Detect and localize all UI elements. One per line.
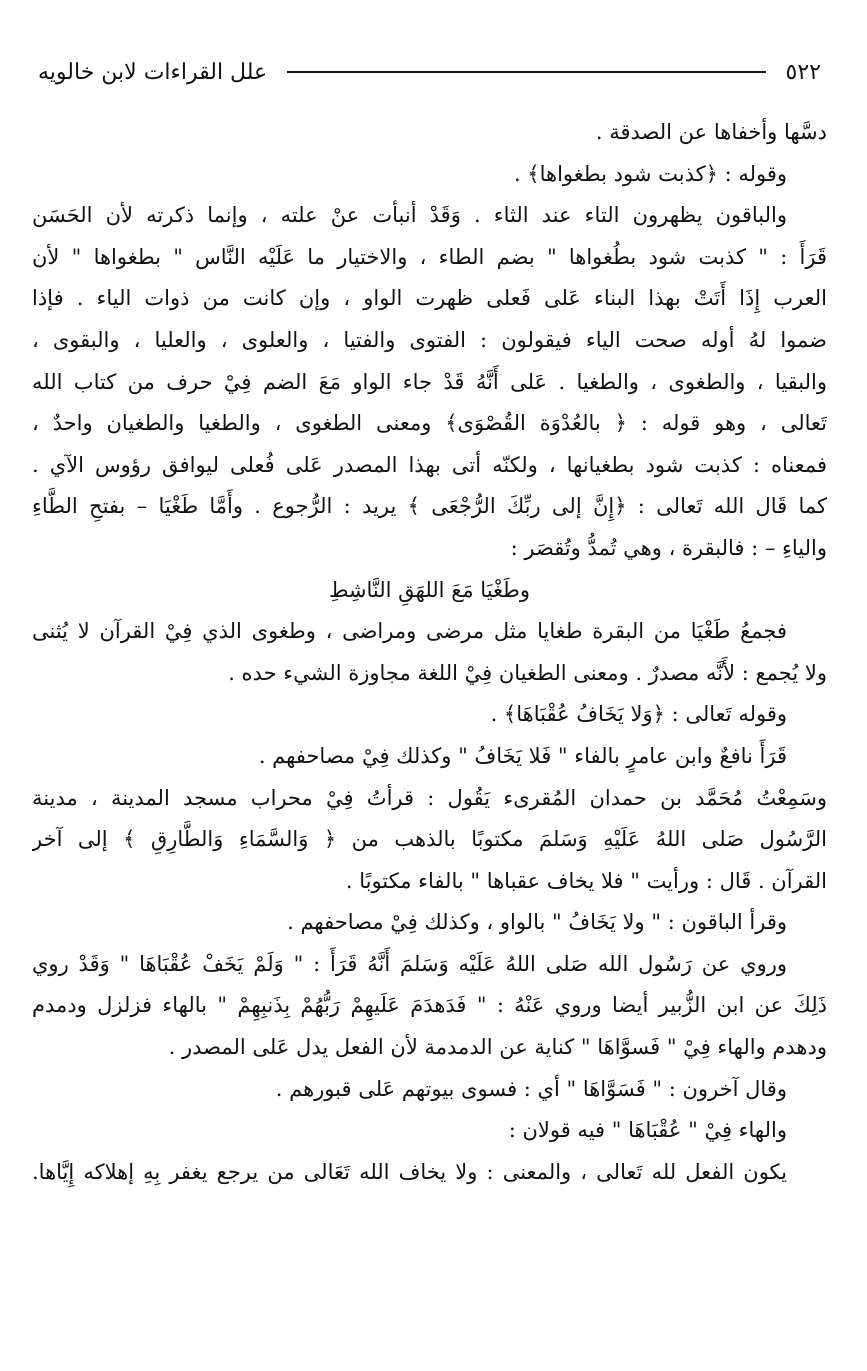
- text-line: فجمعُ طَغْيَا من البقرة طغايا مثل مرضى ومراضى ، وطغوى الذي فِيْ القرآن لا يُثنى: [32, 619, 787, 644]
- text-line: والهاء فِيْ " عُقْبَاهَا " فيه قولان :: [508, 1118, 787, 1143]
- page-number: ٥٢٢: [785, 59, 821, 85]
- text-line: الرَّسُول صَلى اللهُ عَلَيْهِ وَسَلمَ مكتوبًا بالذهب من ﴿ وَالسَّمَاءِ وَالطَّارِقِ ﴾ إلى آخر: [32, 827, 827, 852]
- header-rule: [287, 71, 765, 73]
- body-text: [32, 112, 827, 1193]
- text-line: يكون الفعل لله تَعالى ، والمعنى : ولا يخاف الله تَعَالى من يرجع يغفر بِهِ إهلاكه إِيَّاها.: [32, 1159, 787, 1184]
- text-line: والباقون يظهرون التاء عند الثاء . وَقَدْ أنبأت عنْ علته ، وإنما ذكرته لأن الحَسَن: [32, 203, 787, 228]
- running-title: علل القراءات لابن خالويه: [38, 59, 268, 85]
- text-line: ولا يُجمع : لأَنَّه مصدرٌ . ومعنى الطغيان فِيْ اللغة مجاوزة الشيء حده .: [228, 660, 827, 685]
- text-line: وقوله : ﴿كذبت شود بطغواها﴾ .: [513, 161, 787, 186]
- text-line: ودهدم والهاء فِيْ " فَسوَّاهَا " كناية عن الدمدمة لأن الفعل يدل عَلى المصدر .: [168, 1035, 827, 1060]
- text-line: كما قَال الله تَعالى : ﴿إِنَّ إلى ربِّكَ الرُّجْعَى ﴾ يريد : الرُّجوع . وأَمَّا طَغْيَا – بفتحِ الطَّاءِ: [32, 494, 827, 519]
- text-line: وقرأ الباقون : " ولا يَخَافُ " بالواو ، وكذلك فِيْ مصاحفهم .: [287, 910, 787, 935]
- text-line: القرآن . قَال : ورأيت " فلا يخاف عقباها " بالفاء مكتوبًا .: [345, 868, 827, 893]
- text-line: والياءِ – : فالبقرة ، وهي تُمدُّ وتُقصَر :: [510, 535, 827, 560]
- text-line: قَرَأَ نافعٌ وابن عامرٍ بالفاء " فَلا يَخَافُ " وكذلك فِيْ مصاحفهم .: [258, 743, 787, 768]
- text-line: دسَّها وأخفاها عن الصدقة .: [595, 120, 827, 144]
- text-line: ضموا لهُ أوله صحت الياء فيقولون : الفتوى والفتيا ، والعلوى ، والعليا ، والبقوى ،: [32, 327, 827, 352]
- text-line: وروي عن رَسُول الله صَلى اللهُ عَلَيْه وَسَلمَ أَنَّهُ قَرَأَ : " وَلَمْ يَخَفْ عُقْبَاهَا " وَقَدْ روي: [32, 951, 787, 976]
- text-line: وقال آخرون : " فَسَوَّاهَا " أي : فسوى بيوتهم عَلى قبورهم .: [275, 1076, 787, 1101]
- text-line: والبقيا ، والطغوى ، والطغيا . عَلى أَنَّهُ قَدْ جاء الواو مَعَ الضم فِيْ حرف من كتاب الله: [32, 369, 827, 394]
- text-line: ذَلِكَ عن ابن الزُّبير أيضا وروي عَنْهُ : " فَدَهدَمَ عَلَيهِمْ رَبُّهُمْ بِذَنبِهِمْ " بالهاء فزلزل ودمدم: [32, 993, 827, 1018]
- text-line: وسَمِعْتُ مُحَمَّد بن حمدان المُقرىء يَقُول : قرأتُ فِيْ محراب مسجد المدينة ، مدينة: [32, 785, 827, 810]
- text-line: تَعالى ، وهو قوله : ﴿ بالعُدْوَة القُصْوَى﴾ ومعنى الطغوى ، والطغيا والطغيان واحدٌ ،: [32, 411, 827, 436]
- page-header: [38, 52, 821, 92]
- text-line: العرب إِذَا أَتَتْ بهذا البناء عَلى فَعلى ظهرت الواو ، وإن كانت من ذوات الياء . فإذا: [32, 286, 827, 311]
- text-line: وطَغْيَا مَعَ اللهَقِ النَّاشِطِ: [328, 577, 531, 602]
- text-line: قَرَأَ : " كذبت شود بطُغواها " بضم الطاء ، والاختيار ما عَلَيْه النَّاس " بطغواها " لأن: [32, 244, 827, 269]
- text-line: وقوله تَعالى : ﴿وَلا يَخَافُ عُقْبَاهَا﴾ .: [490, 702, 787, 727]
- text-line: فمعناه : كذبت شود بطغيانها ، ولكنّه أتى بهذا المصدر عَلى فُعلى ليوافق رؤوس الآي .: [32, 452, 827, 477]
